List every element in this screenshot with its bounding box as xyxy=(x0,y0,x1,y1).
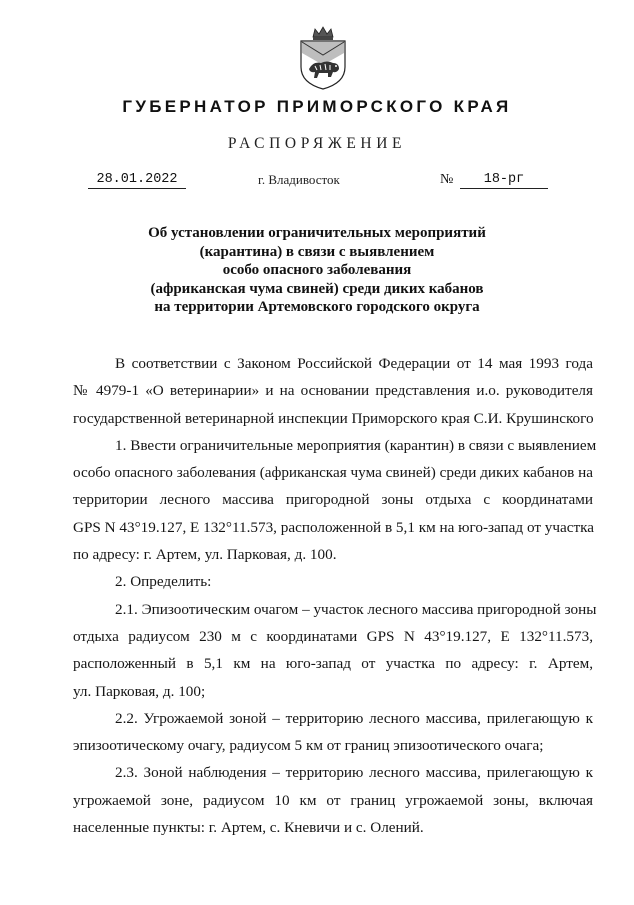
number-label: № xyxy=(440,172,454,187)
body-line: ул. Парковая, д. 100; xyxy=(73,682,206,700)
document-body xyxy=(73,350,597,841)
subject-line: особо опасного заболевания xyxy=(222,262,412,278)
body-line: 2.3. Зоной наблюдения – территорию лесного массива, прилегающую к xyxy=(115,764,593,782)
body-line: населенные пункты: г. Артем, с. Кневичи и с. Олений. xyxy=(73,819,424,837)
document-type: РАСПОРЯЖЕНИЕ xyxy=(227,135,407,152)
body-line: 2.1. Эпизоотическим очагом – участок лесного массива пригородной зоны xyxy=(115,600,597,618)
subject-line: (карантина) в связи с выявлением xyxy=(199,243,435,260)
body-line: территории лесного массива пригородной зоны отдыха с координатами xyxy=(73,491,593,509)
subject-line: на территории Артемовского городского округа xyxy=(154,299,480,315)
document-subject xyxy=(0,224,634,317)
body-line: 2. Определить: xyxy=(115,573,212,591)
subject-line: Об установлении ограничительных мероприятий xyxy=(148,225,486,241)
document-number: 18-рг xyxy=(460,172,548,189)
body-line: GPS N 43°19.127, E 132°11.573, расположенной в 5,1 км на юго-запад от участка xyxy=(73,518,595,536)
body-line: угрожаемой зоне, радиусом 10 км от границ угрожаемой зоны, включая xyxy=(73,791,593,809)
body-line: В соответствии с Законом Российской Федерации от 14 мая 1993 года xyxy=(115,355,593,372)
body-line: № 4979-1 «О ветеринарии» и на основании представления и.о. руководителя xyxy=(73,382,593,400)
body-line: расположенный в 5,1 км на юго-запад от участка по адресу: г. Артем, xyxy=(73,655,593,673)
body-line: 1. Ввести ограничительные мероприятия (карантин) в связи с выявлением xyxy=(115,436,597,454)
body-line: особо опасного заболевания (африканская чума свиней) среди диких кабанов на xyxy=(73,464,593,482)
body-line: отдыха радиусом 230 м с координатами GPS N 43°19.127, E 132°11.573, xyxy=(73,627,593,645)
subject-line: (африканская чума свиней) среди диких кабанов xyxy=(150,280,484,297)
body-line: 2.2. Угрожаемой зоной – территорию лесного массива, прилегающую к xyxy=(115,709,593,727)
issuer-title: ГУБЕРНАТОР ПРИМОРСКОГО КРАЯ xyxy=(122,97,512,116)
body-line: эпизоотическому очагу, радиусом 5 км от границ эпизоотического очага; xyxy=(73,737,544,755)
coat-of-arms-icon xyxy=(295,25,351,91)
document-city: г. Владивосток xyxy=(258,172,340,187)
document-date: 28.01.2022 xyxy=(88,172,186,189)
body-line: по адресу: г. Артем, ул. Парковая, д. 100. xyxy=(73,546,337,564)
body-line: государственной ветеринарной инспекции Приморского края С.И. Крушинского xyxy=(73,409,594,427)
